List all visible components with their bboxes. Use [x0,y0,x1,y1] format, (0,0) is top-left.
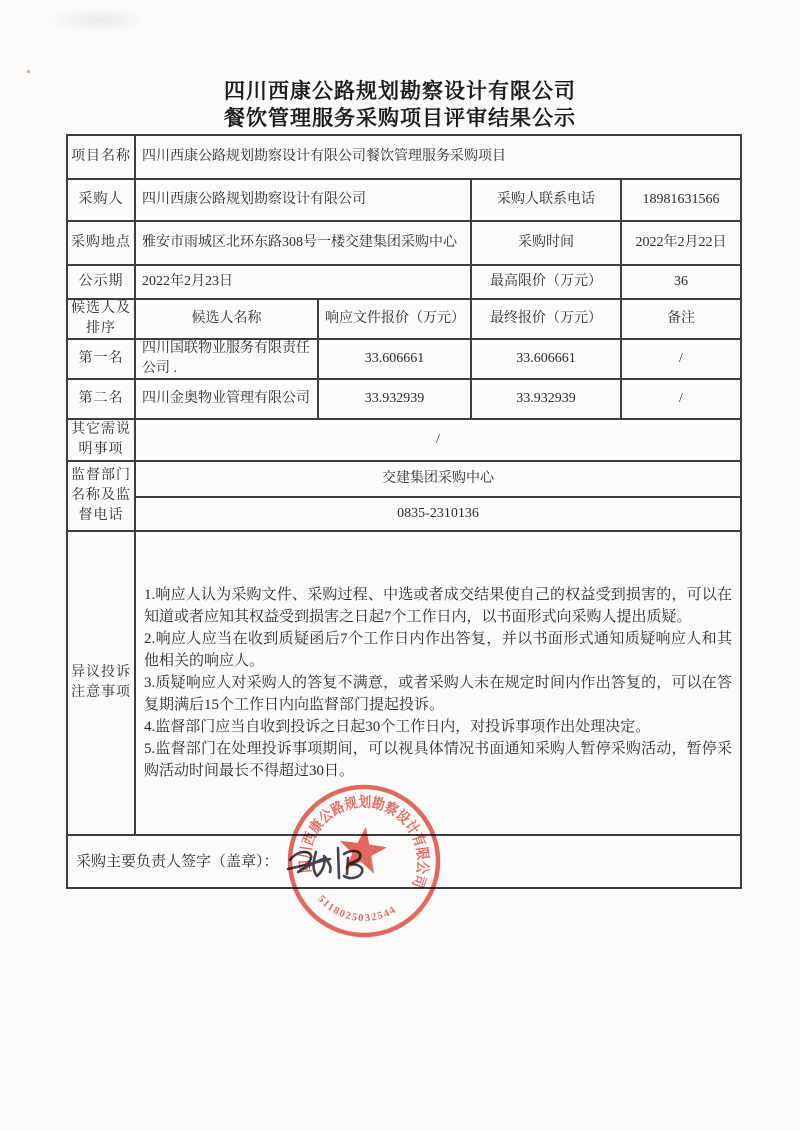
scan-speck [27,70,30,73]
publicity-label: 公示期 [68,266,136,298]
row-publicity [68,266,740,300]
seal-company-arc-text: 四川西康公路规划勘察设计有限公司 [297,794,431,892]
rank-2: 第二名 [68,380,136,418]
candidate-1-response-price: 33.606661 [319,340,472,378]
objection-item-1: 1.响应人认为采购文件、采购过程、中选或者成交结果使自己的权益受到损害的，可以在知道或者应知其权益受到损害之日起7个工作日内，以书面形式向采购人提出质疑。 [144,587,732,625]
location-label: 采购地点 [68,222,136,264]
location-value: 雅安市雨城区北环东路308号一楼交建集团采购中心 [136,222,472,264]
candidate-2-final-price: 33.932939 [472,380,622,418]
objection-item-2: 2.响应人应当在收到质疑函后7个工作日内作出答复，并以书面形式通知质疑响应人和其他相关的响应人。 [144,631,732,669]
company-seal [281,778,447,944]
candidate-2-remark: / [679,391,683,406]
title-line-1: 四川西康公路规划勘察设计有限公司 [224,80,576,103]
supervision-values [136,462,740,530]
final-price-header: 最终报价（万元） [472,300,622,338]
remark-header: 备注 [667,311,695,326]
candidate-1-name: 四川国联物业服务有限责任公司 . [136,340,319,378]
objection-item-5: 5.监督部门在处理投诉事项期间，可以视具体情况书面通知采购人暂停采购活动，暂停采购活动时间最长不得超过30日。 [144,741,732,779]
purchaser-phone-value: 18981631566 [642,192,720,207]
supervision-department: 交建集团采购中心 [136,462,740,498]
price-limit-value: 36 [674,274,688,289]
scan-smudge [48,8,148,32]
row-supervision [68,462,740,532]
other-notes-label: 其它需说明事项 [68,420,136,460]
project-name-label: 项目名称 [68,136,136,178]
supervision-label: 监督部门名称及监督电话 [68,462,136,530]
objection-item-4: 4.监督部门应当自收到投诉之日起30个工作日内，对投诉事项作出处理决定。 [144,719,651,735]
purchaser-phone-label: 采购人联系电话 [472,180,622,220]
purchaser-value: 四川西康公路规划勘察设计有限公司 [136,180,472,220]
purchase-time-label: 采购时间 [472,222,622,264]
candidate-row-2 [68,380,740,420]
candidate-2-response-price: 33.932939 [319,380,472,418]
signature-label: 采购主要负责人签字（盖章）： [76,853,279,870]
project-name-value: 四川西康公路规划勘察设计有限公司餐饮管理服务采购项目 [142,149,506,164]
purchaser-label: 采购人 [68,180,136,220]
candidate-name-header: 候选人名称 [136,300,319,338]
seal-star-icon [336,824,389,875]
response-price-header: 响应文件报价（万元） [319,300,472,338]
row-location [68,222,740,266]
document-title [0,78,800,132]
objection-item-3: 3.质疑响应人对采购人的答复不满意，或者采购人未在规定时间内作出答复的，可以在答复期满后15个工作日内向监督部门提起投诉。 [144,675,732,713]
supervision-phone: 0835-2310136 [397,506,479,521]
purchase-time-value: 2022年2月22日 [635,235,727,250]
candidate-1-remark: / [679,351,683,366]
candidate-2-name: 四川金奥物业管理有限公司 [136,380,319,418]
candidate-row-1 [68,340,740,380]
other-notes-value: / [436,432,440,447]
publicity-value: 2022年2月23日 [136,266,472,298]
row-project [68,136,740,180]
row-purchaser [68,180,740,222]
seal-code-arc-text: 5118025032544 [315,893,399,925]
candidates-header-label: 候选人及排序 [68,300,136,338]
title-line-2: 餐饮管理服务采购项目评审结果公示 [224,107,576,130]
result-table [66,134,742,889]
row-other-notes [68,420,740,462]
objection-label: 异议投诉注意事项 [68,532,136,834]
price-limit-label: 最高限价（万元） [472,266,622,298]
rank-1: 第一名 [68,340,136,378]
candidate-1-final-price: 33.606661 [472,340,622,378]
row-candidates-header [68,300,740,340]
